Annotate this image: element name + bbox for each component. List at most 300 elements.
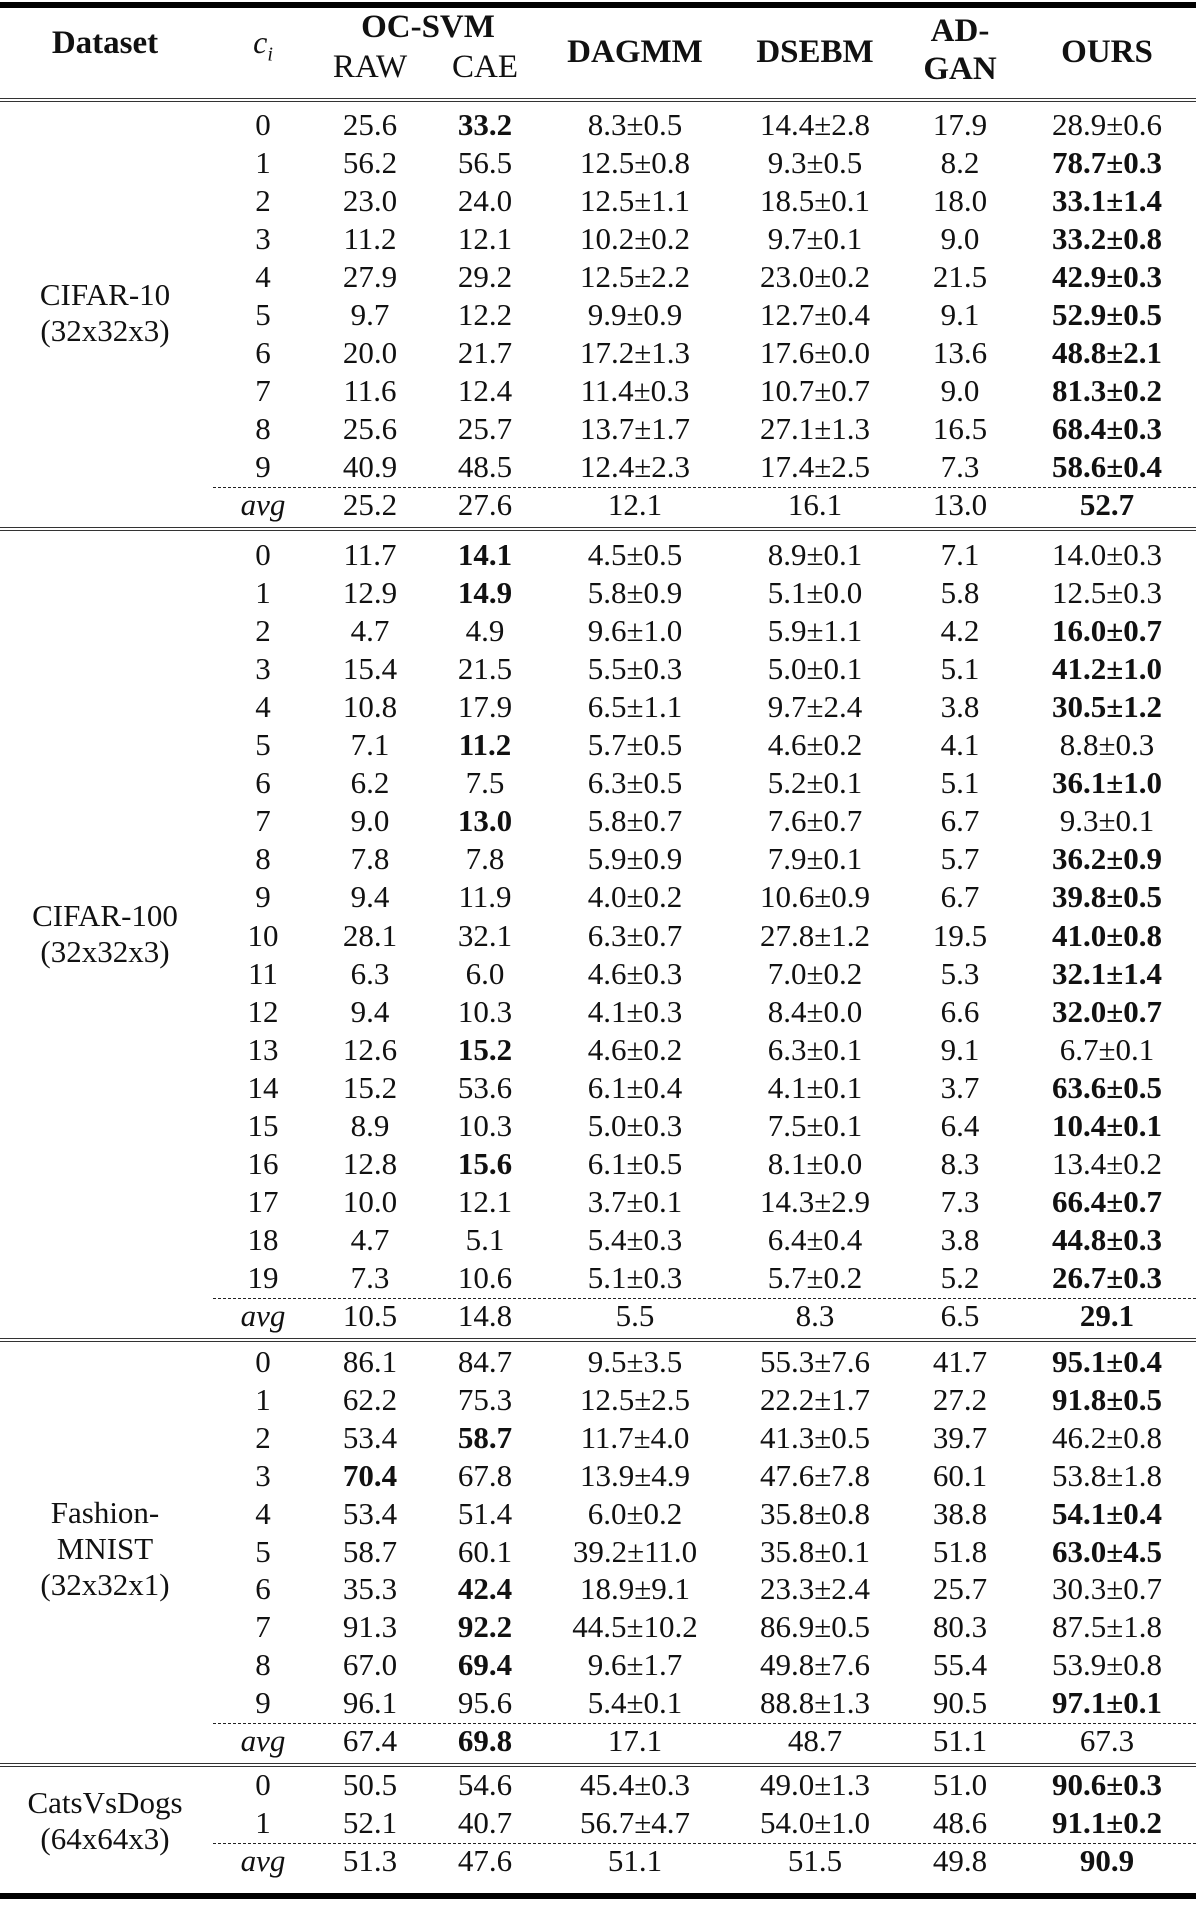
cell-ci: 17 [247,1183,279,1219]
cell-adgan: 19.5 [932,917,988,953]
cell-ours: 53.8±1.8 [1051,1457,1163,1493]
cell-dsebm: 54.0±1.0 [759,1805,871,1840]
cell-cae: 75.3 [457,1381,513,1417]
cell-dsebm: 86.9±0.5 [759,1609,871,1645]
cell-cae: 25.7 [457,411,513,446]
cell-raw: 28.1 [342,917,398,953]
cell-ours: 58.6±0.4 [1051,449,1163,484]
cell-dagmm: 4.0±0.2 [587,879,683,915]
cell-adgan: 49.8 [932,1843,988,1878]
cell-dagmm: 13.9±4.9 [579,1457,691,1493]
cell-ci: 7 [255,373,271,408]
cell-dagmm: 5.4±0.3 [587,1221,683,1257]
cell-ours: 30.3±0.7 [1051,1571,1163,1607]
cell-ci: 3 [255,221,271,256]
cell-ours: 67.3 [1079,1723,1135,1758]
table-row [0,1145,1196,1183]
cell-dsebm: 47.6±7.8 [759,1457,871,1493]
cell-dagmm: 18.9±9.1 [579,1571,691,1607]
cell-dsebm: 27.1±1.3 [759,411,871,446]
cell-raw: 86.1 [342,1344,398,1379]
cell-dagmm: 6.0±0.2 [587,1495,683,1531]
cell-raw: 11.6 [343,373,397,408]
cell-raw: 25.2 [342,487,398,522]
header-rule [0,98,1196,102]
cell-dagmm: 4.5±0.5 [587,537,683,572]
cell-ci: 4 [255,259,271,294]
cell-raw: 50.5 [342,1767,398,1802]
dataset-name: Fashion- [50,1495,160,1531]
table-row [0,1766,1196,1804]
header-cae: CAE [452,49,518,85]
cell-dagmm: 6.1±0.4 [587,1069,683,1105]
cell-adgan: 3.8 [940,1221,980,1257]
cell-raw: 67.0 [342,1647,398,1683]
table-row [0,1381,1196,1419]
cell-ours: 9.3±0.1 [1059,803,1155,839]
cell-ci: 1 [255,575,271,611]
cell-ours: 14.0±0.3 [1051,537,1163,572]
cell-dagmm: 4.6±0.3 [587,955,683,991]
cell-adgan: 51.1 [932,1723,988,1758]
cell-adgan: 5.3 [940,955,980,991]
cell-dsebm: 5.1±0.0 [767,575,863,611]
bottom-rule [0,1893,1196,1899]
cell-dsebm: 4.6±0.2 [767,727,863,763]
cell-ci: 14 [247,1069,279,1105]
cell-adgan: 6.7 [940,879,980,915]
cell-dagmm: 45.4±0.3 [579,1767,691,1802]
cell-dagmm: 12.5±2.5 [579,1381,691,1417]
cell-cae: 51.4 [457,1495,513,1531]
average-row [0,486,1196,524]
cell-cae: 54.6 [457,1767,513,1802]
cell-dsebm: 7.0±0.2 [767,955,863,991]
cell-adgan: 9.0 [940,373,980,408]
cell-raw: 12.6 [342,1031,398,1067]
cell-raw: 56.2 [342,145,398,180]
cell-dagmm: 56.7±4.7 [579,1805,691,1840]
dataset-dims: (32x32x3) [40,933,170,969]
cell-raw: 15.2 [342,1069,398,1105]
cell-ci: 5 [255,727,271,763]
table-row [0,612,1196,650]
cell-cae: 21.7 [457,335,513,370]
cell-cae: 48.5 [457,449,513,484]
cell-dsebm: 14.4±2.8 [759,107,871,142]
cell-dsebm: 10.7±0.7 [759,373,871,408]
cell-ours: 36.2±0.9 [1051,841,1163,877]
cell-dagmm: 12.1 [607,487,663,522]
cell-adgan: 6.7 [940,803,980,839]
cell-dsebm: 49.8±7.6 [759,1647,871,1683]
cell-dagmm: 5.4±0.1 [587,1685,683,1721]
cell-adgan: 7.3 [940,449,980,484]
table-row [0,1495,1196,1533]
cell-raw: 9.0 [350,803,390,839]
table-row [0,1646,1196,1684]
cell-ours: 6.7±0.1 [1059,1031,1155,1067]
cell-cae: 60.1 [457,1533,513,1569]
cell-ours: 26.7±0.3 [1051,1259,1163,1295]
cell-cae: 12.4 [457,373,513,408]
cell-ci: 5 [255,1533,271,1569]
cell-raw: 51.3 [342,1843,398,1878]
table-row [0,802,1196,840]
cell-cae: 95.6 [457,1685,513,1721]
cell-dagmm: 3.7±0.1 [587,1183,683,1219]
cell-dsebm: 8.4±0.0 [767,993,863,1029]
cell-dsebm: 7.6±0.7 [767,803,863,839]
cell-raw: 10.0 [342,1183,398,1219]
cell-cae: 21.5 [457,651,513,687]
cell-dagmm: 5.8±0.9 [587,575,683,611]
cell-dagmm: 44.5±10.2 [572,1609,698,1645]
cell-raw: 4.7 [350,1221,390,1257]
cell-raw: 6.3 [350,955,390,991]
table-row [0,726,1196,764]
cell-dagmm: 9.5±3.5 [587,1344,683,1379]
header-ours: OURS [1061,34,1153,70]
cell-raw: 62.2 [342,1381,398,1417]
cell-raw: 91.3 [342,1609,398,1645]
table-row [0,764,1196,802]
cell-ours: 53.9±0.8 [1051,1647,1163,1683]
cell-dagmm: 6.3±0.5 [587,765,683,801]
header-ci-subscript: i [267,43,273,66]
cell-ci: 6 [255,335,271,370]
cell-raw: 96.1 [342,1685,398,1721]
header-adgan-line1: AD- [930,13,990,49]
section-rule [0,1338,1196,1342]
cell-dsebm: 49.0±1.3 [759,1767,871,1802]
table-row [0,1069,1196,1107]
cell-cae: 14.9 [457,575,513,611]
cell-ours: 28.9±0.6 [1051,107,1163,142]
cell-ours: 16.0±0.7 [1051,613,1163,649]
cell-dsebm: 9.7±2.4 [767,689,863,725]
cell-ci: 1 [255,1805,271,1840]
table-row [0,448,1196,486]
cell-dsebm: 23.3±2.4 [759,1571,871,1607]
cell-ours: 90.9 [1079,1843,1135,1878]
cell-ours: 48.8±2.1 [1051,335,1163,370]
cell-cae: 42.4 [457,1571,513,1607]
cell-raw: 11.2 [343,221,397,256]
cell-dsebm: 51.5 [787,1843,843,1878]
cell-dagmm: 13.7±1.7 [579,411,691,446]
table-row [0,993,1196,1031]
cell-dsebm: 22.2±1.7 [759,1381,871,1417]
cell-ours: 42.9±0.3 [1051,259,1163,294]
table-row [0,1608,1196,1646]
cell-adgan: 51.8 [932,1533,988,1569]
average-row [0,1842,1196,1880]
cell-ci: 0 [255,1344,271,1379]
header-dsebm: DSEBM [756,34,874,70]
dataset-dims: (32x32x1) [40,1567,170,1603]
cell-ours: 12.5±0.3 [1051,575,1163,611]
cell-cae: 47.6 [457,1843,513,1878]
cell-ci: avg [240,1298,286,1333]
header-raw: RAW [332,49,408,85]
cell-dagmm: 6.3±0.7 [587,917,683,953]
cell-ci: 3 [255,1457,271,1493]
cell-raw: 10.8 [342,689,398,725]
cell-ours: 52.7 [1079,487,1135,522]
cell-dsebm: 35.8±0.1 [759,1533,871,1569]
cell-ours: 39.8±0.5 [1051,879,1163,915]
cell-ours: 10.4±0.1 [1051,1107,1163,1143]
cell-dagmm: 4.1±0.3 [587,993,683,1029]
cell-dsebm: 18.5±0.1 [759,183,871,218]
cell-ours: 8.8±0.3 [1059,727,1155,763]
cell-ci: 5 [255,297,271,332]
table-row [0,1419,1196,1457]
cell-dsebm: 7.9±0.1 [767,841,863,877]
cell-cae: 27.6 [457,487,513,522]
cell-raw: 6.2 [350,765,390,801]
cell-dagmm: 17.1 [607,1723,663,1758]
table-row [0,955,1196,993]
cell-ci: 2 [255,183,271,218]
cell-dagmm: 5.0±0.3 [587,1107,683,1143]
cell-adgan: 6.6 [940,993,980,1029]
cell-ours: 95.1±0.4 [1051,1344,1163,1379]
cell-adgan: 8.3 [940,1145,980,1181]
cell-dsebm: 6.3±0.1 [767,1031,863,1067]
cell-dagmm: 5.8±0.7 [587,803,683,839]
cell-adgan: 13.0 [932,487,988,522]
table-row [0,1804,1196,1842]
cell-adgan: 9.1 [940,297,980,332]
cell-adgan: 48.6 [932,1805,988,1840]
cell-ours: 87.5±1.8 [1051,1609,1163,1645]
cell-ci: 6 [255,765,271,801]
cell-cae: 92.2 [457,1609,513,1645]
cell-cae: 40.7 [457,1805,513,1840]
dataset-name: CIFAR-100 [32,897,178,933]
table-row [0,144,1196,182]
cell-cae: 11.9 [458,879,512,915]
cell-raw: 40.9 [342,449,398,484]
cell-ci: 6 [255,1571,271,1607]
cell-ours: 41.0±0.8 [1051,917,1163,953]
table-row [0,410,1196,448]
cell-dsebm: 17.6±0.0 [759,335,871,370]
table-row [0,296,1196,334]
cell-ci: 3 [255,651,271,687]
dataset-name-2: MNIST [56,1531,154,1567]
cell-dsebm: 6.4±0.4 [767,1221,863,1257]
cell-cae: 69.8 [457,1723,513,1758]
cell-raw: 53.4 [342,1419,398,1455]
cell-adgan: 6.5 [940,1298,980,1333]
cell-dagmm: 12.5±1.1 [579,183,691,218]
cell-ours: 63.6±0.5 [1051,1069,1163,1105]
cell-adgan: 5.2 [940,1259,980,1295]
cell-ours: 78.7±0.3 [1051,145,1163,180]
cell-adgan: 4.1 [940,727,980,763]
table-row [0,917,1196,955]
cell-ci: 10 [247,917,279,953]
cell-ci: 8 [255,841,271,877]
table-row [0,1259,1196,1297]
cell-cae: 24.0 [457,183,513,218]
cell-raw: 25.6 [342,107,398,142]
cell-ci: 13 [247,1031,279,1067]
cell-ours: 91.8±0.5 [1051,1381,1163,1417]
cell-ci: 7 [255,803,271,839]
cell-adgan: 5.8 [940,575,980,611]
cell-cae: 58.7 [457,1419,513,1455]
cell-dagmm: 39.2±11.0 [572,1533,698,1569]
table-row [0,688,1196,726]
cell-ci: avg [240,487,286,522]
cell-adgan: 55.4 [932,1647,988,1683]
cell-ours: 33.2±0.8 [1051,221,1163,256]
cell-ci: 8 [255,1647,271,1683]
cell-ci: 1 [255,1381,271,1417]
header-ci-symbol: c [253,24,268,60]
cell-cae: 12.2 [457,297,513,332]
cell-cae: 11.2 [458,727,512,763]
cell-raw: 11.7 [343,537,397,572]
table-row [0,1031,1196,1069]
cell-adgan: 39.7 [932,1419,988,1455]
cell-dsebm: 8.3 [795,1298,835,1333]
cell-dsebm: 7.5±0.1 [767,1107,863,1143]
cell-dsebm: 5.2±0.1 [767,765,863,801]
cell-dagmm: 5.7±0.5 [587,727,683,763]
cell-dagmm: 5.5±0.3 [587,651,683,687]
cell-cae: 14.1 [457,537,513,572]
cell-dsebm: 17.4±2.5 [759,449,871,484]
dataset-dims: (64x64x3) [40,1821,170,1856]
table-row [0,536,1196,574]
cell-dagmm: 5.1±0.3 [587,1259,683,1295]
cell-ours: 68.4±0.3 [1051,411,1163,446]
cell-raw: 53.4 [342,1495,398,1531]
cell-ours: 90.6±0.3 [1051,1767,1163,1802]
cell-raw: 7.3 [350,1259,390,1295]
cell-dsebm: 5.9±1.1 [767,613,863,649]
cell-ours: 52.9±0.5 [1051,297,1163,332]
cell-raw: 9.4 [350,993,390,1029]
cell-adgan: 41.7 [932,1344,988,1379]
cell-dagmm: 12.5±0.8 [579,145,691,180]
cell-cae: 29.2 [457,259,513,294]
cell-cae: 7.5 [465,765,505,801]
cell-raw: 9.4 [350,879,390,915]
cell-adgan: 90.5 [932,1685,988,1721]
cell-raw: 35.3 [342,1571,398,1607]
cell-dagmm: 17.2±1.3 [579,335,691,370]
cell-cae: 56.5 [457,145,513,180]
cell-dsebm: 9.3±0.5 [767,145,863,180]
cell-ci: 9 [255,879,271,915]
cell-adgan: 60.1 [932,1457,988,1493]
cell-dagmm: 10.2±0.2 [579,221,691,256]
cell-dsebm: 16.1 [787,487,843,522]
cell-ours: 66.4±0.7 [1051,1183,1163,1219]
table-row [0,1221,1196,1259]
table-row [0,574,1196,612]
header-adgan-line2: GAN [923,51,997,87]
cell-ci: 12 [247,993,279,1029]
cell-dagmm: 9.6±1.7 [587,1647,683,1683]
cell-ours: 44.8±0.3 [1051,1221,1163,1257]
dataset-dims: (32x32x3) [40,313,170,348]
table-row [0,650,1196,688]
header-ci [253,24,273,66]
cell-ci: 7 [255,1609,271,1645]
cell-dagmm: 11.7±4.0 [580,1419,690,1455]
cell-raw: 15.4 [342,651,398,687]
cell-adgan: 27.2 [932,1381,988,1417]
cell-dsebm: 23.0±0.2 [759,259,871,294]
top-rule [0,2,1196,8]
cell-adgan: 4.2 [940,613,980,649]
cell-raw: 58.7 [342,1533,398,1569]
cell-ci: 1 [255,145,271,180]
cell-adgan: 6.4 [940,1107,980,1143]
cell-cae: 17.9 [457,689,513,725]
cell-cae: 53.6 [457,1069,513,1105]
table-row [0,258,1196,296]
cell-dsebm: 12.7±0.4 [759,297,871,332]
cell-cae: 14.8 [457,1298,513,1333]
cell-cae: 7.8 [465,841,505,877]
table-row [0,1107,1196,1145]
cell-cae: 69.4 [457,1647,513,1683]
cell-ours: 32.0±0.7 [1051,993,1163,1029]
dataset-name: CIFAR-10 [39,277,171,312]
table-row [0,372,1196,410]
cell-ci: 0 [255,537,271,572]
cell-ci: avg [240,1843,286,1878]
table-row [0,1533,1196,1571]
cell-adgan: 7.1 [940,537,980,572]
average-row [0,1297,1196,1335]
cell-raw: 25.6 [342,411,398,446]
cell-ours: 91.1±0.2 [1051,1805,1163,1840]
cell-dagmm: 9.6±1.0 [587,613,683,649]
cell-ci: 8 [255,411,271,446]
cell-ours: 97.1±0.1 [1051,1685,1163,1721]
cell-cae: 13.0 [457,803,513,839]
cell-ours: 81.3±0.2 [1051,373,1163,408]
cell-adgan: 13.6 [932,335,988,370]
cell-adgan: 25.7 [932,1571,988,1607]
cell-raw: 27.9 [342,259,398,294]
cell-adgan: 80.3 [932,1609,988,1645]
cell-ci: 15 [247,1107,279,1143]
cell-cae: 5.1 [465,1221,505,1257]
section-rule [0,527,1196,531]
cell-ci: 9 [255,449,271,484]
cell-adgan: 5.1 [940,651,980,687]
cell-ours: 32.1±1.4 [1051,955,1163,991]
cell-raw: 67.4 [342,1723,398,1758]
cell-cae: 10.6 [457,1259,513,1295]
cell-cae: 10.3 [457,1107,513,1143]
cell-cae: 4.9 [465,613,505,649]
cell-dagmm: 5.5 [615,1298,655,1333]
cell-dsebm: 55.3±7.6 [759,1344,871,1379]
cell-cae: 6.0 [465,955,505,991]
cell-ci: 2 [255,1419,271,1455]
